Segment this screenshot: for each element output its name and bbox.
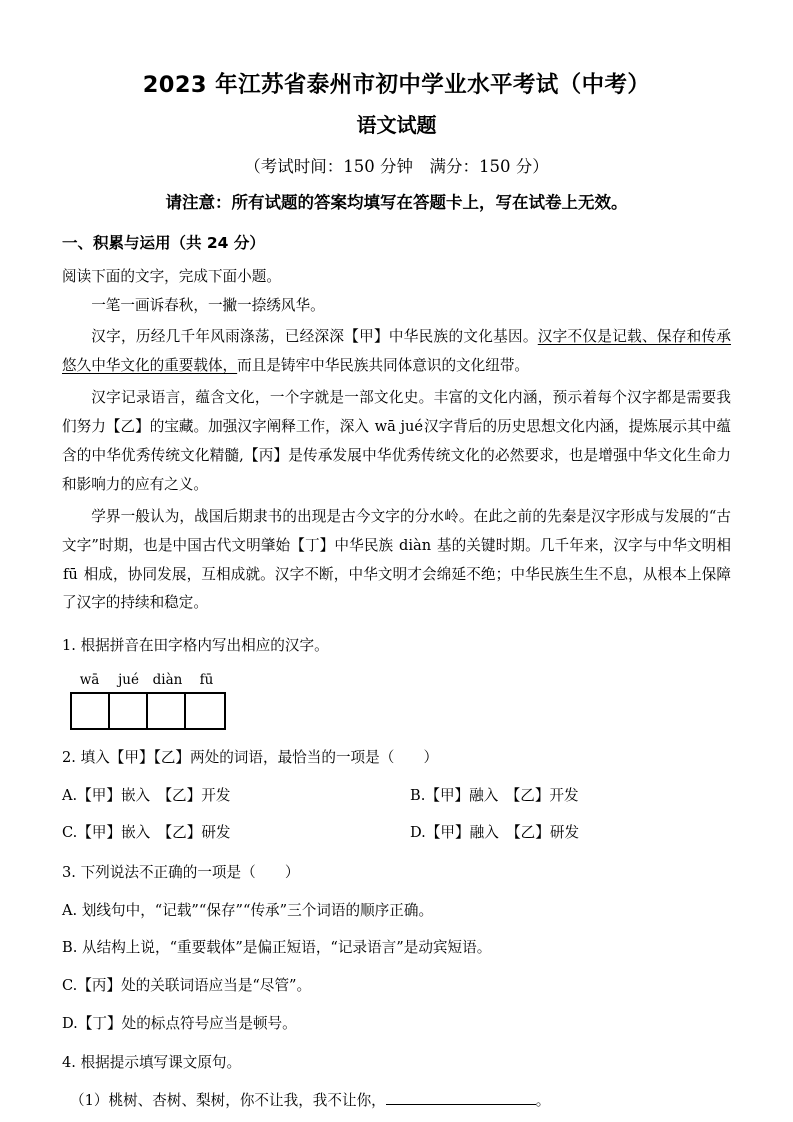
tianzige-pinyin-labels [70,672,731,688]
question-3-option-c[interactable]: C.【丙】处的关联词语应当是“尽管”。 [62,976,312,994]
passage-p3-part2: 汉字背后的历史思想文化内涵，提炼展示其中蕴含的中华优秀传统文化精髓,【丙】是传承发展中华优秀传统文化的必然要求，也是增强中华文化生命力和影响力的应有之义。 [62,418,731,493]
passage-p2-underlined: 汉字不仅是记载、保存和传承悠久中华文化的重要载体， [62,328,731,375]
tianzige-cell[interactable] [148,694,186,728]
question-2-options-row-2 [62,821,731,845]
tianzige-cell[interactable] [72,694,110,728]
page-title: 2023 年江苏省泰州市初中学业水平考试（中考） [142,72,651,98]
question-3-option-d[interactable]: D.【丁】处的标点符号应当是顿号。 [62,1014,297,1032]
passage-p4-part3: 相成，协同发展，互相成就。汉字不断，中华文明才会绵延不绝；中华民族生生不息，从根本上保障了汉字的持续和稳定。 [62,565,731,612]
question-4-sub-1 [62,1089,731,1113]
question-2-option-d[interactable]: D.【甲】融入 【乙】研发 [410,824,580,842]
question-2-number: 2. [62,749,76,767]
passage-p4-part2: 基的关键时期。几千年来，汉字与中华文明相 [432,536,731,554]
question-2 [62,746,731,770]
passage-paragraph-3 [62,384,731,500]
question-2-option-b[interactable]: B.【甲】融入 【乙】开发 [410,786,579,804]
question-3-number: 3. [62,863,76,881]
question-3 [62,861,731,885]
passage-paragraph-1: 一笔一画诉春秋，一撇一捺绣风华。 [91,296,325,314]
question-4-number: 4. [62,1054,76,1072]
question-3-stem: 下列说法不正确的一项是（ ） [80,863,300,881]
passage-p2-after: 而且是铸牢中华民族共同体意识的文化纽带。 [237,357,530,375]
question-1-number: 1. [62,637,76,655]
pinyin-wa-jue: wā jué [374,418,424,436]
question-4-sub-1-before: （1）桃树、杏树、梨树，你不让我，我不让你， [70,1091,386,1109]
passage-paragraph-4 [62,503,731,619]
question-3-option-a[interactable]: A. 划线句中，“记载”“保存”“传承”三个词语的顺序正确。 [62,901,434,919]
passage-p4-part1: 学界一般认为，战国后期隶书的出现是古今文字的分水岭。在此之前的先秦是汉字形成与发展的“古文字”时期，也是中国古代文明肇始【丁】中华民族 [62,507,731,554]
question-2-stem: 填入【甲】【乙】两处的词语，最恰当的一项是（ ） [80,749,439,767]
pinyin-label-2: jué [118,672,139,689]
question-2-option-a[interactable]: A.【甲】嵌入 【乙】开发 [62,786,231,804]
passage-p3-part1: 汉字记录语言，蕴含文化，一个字就是一部文化史。丰富的文化内涵，预示着每个汉字都是需要我们努力【乙】的宝藏。加强汉字阐释工作，深入 [62,389,731,436]
section-lead: 阅读下面的文字，完成下面小题。 [62,267,281,285]
tianzige-cell[interactable] [110,694,148,728]
section-heading: 一、积累与运用（共 24 分） [62,233,265,252]
page-subtitle: 语文试题 [356,112,437,137]
pinyin-fu: fū [63,565,78,583]
exam-info: （考试时间：150 分钟 满分：150 分） [244,156,549,176]
pinyin-dian: diàn [399,536,432,554]
answer-blank[interactable] [386,1089,536,1105]
question-2-options-row-1 [62,784,731,808]
question-2-option-c[interactable]: C.【甲】嵌入 【乙】研发 [62,824,231,842]
question-1 [62,634,731,658]
pinyin-label-1: wā [79,672,100,689]
tianzige-cell[interactable] [186,694,224,728]
pinyin-label-3: diàn [152,672,183,689]
question-3-option-b[interactable]: B. 从结构上说，“重要载体”是偏正短语，“记录语言”是动宾短语。 [62,939,492,957]
passage-p2-before: 汉字，历经几千年风雨涤荡，已经深深【甲】中华民族的文化基因。 [91,328,538,346]
passage-paragraph-2 [62,323,731,381]
question-4-stem: 根据提示填写课文原句。 [80,1054,242,1072]
question-4 [62,1051,731,1075]
tianzige-grid [70,692,226,730]
question-1-stem: 根据拼音在田字格内写出相应的汉字。 [80,637,329,655]
pinyin-label-4: fū [199,672,214,689]
exam-notice: 请注意：所有试题的答案均填写在答题卡上，写在试卷上无效。 [165,192,628,212]
question-4-sub-1-after: 。 [535,1091,551,1109]
